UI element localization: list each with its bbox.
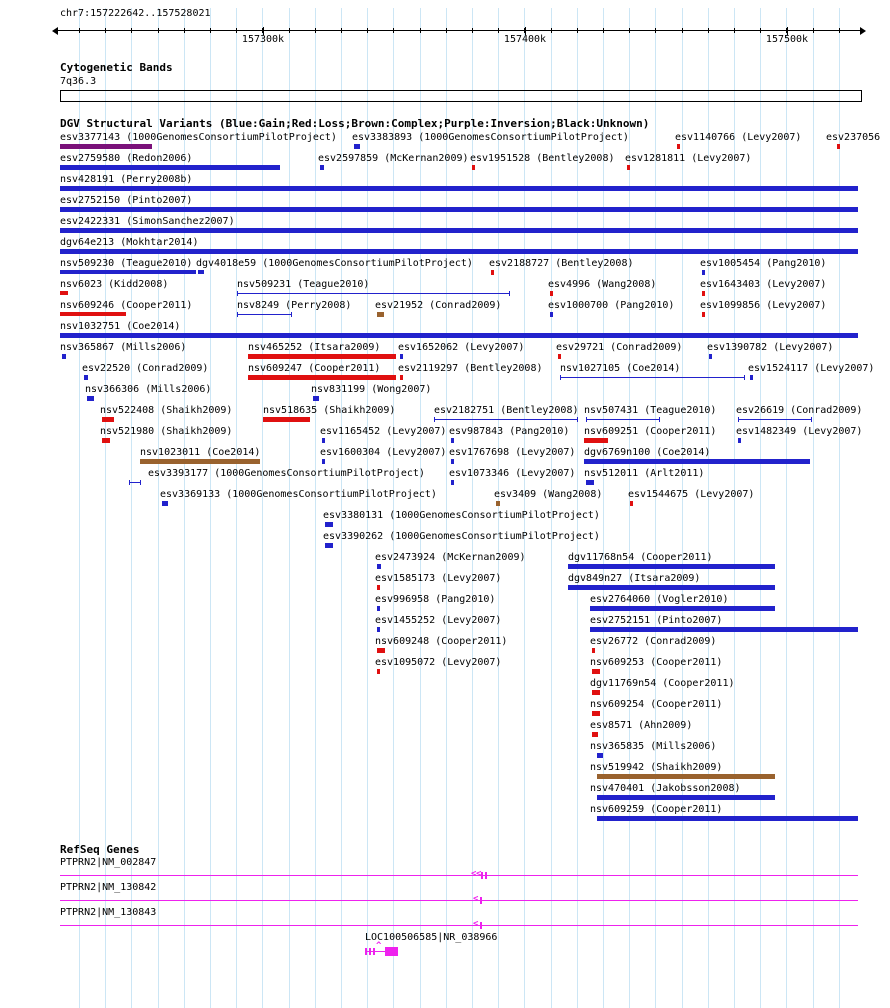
variant-bar[interactable]	[198, 270, 204, 274]
dgv-variants-heading: DGV Structural Variants (Blue:Gain;Red:Loss;Brown:Complex;Purple:Inversion;Black:Unknown)	[60, 117, 650, 130]
variant-label: nsv831199 (Wong2007)	[311, 384, 432, 395]
variant-bar[interactable]	[325, 522, 333, 527]
variant-label: esv1281811 (Levy2007)	[625, 153, 752, 164]
variant-label: esv2752151 (Pinto2007)	[590, 615, 723, 626]
gene-strand-arrow-icon: <	[476, 869, 482, 879]
variant-bar-segment	[434, 417, 435, 422]
variant-bar[interactable]	[248, 375, 396, 380]
variant-bar[interactable]	[87, 396, 94, 401]
variant-label: esv29721 (Conrad2009)	[556, 342, 683, 353]
variant-label: esv2752150 (Pinto2007)	[60, 195, 193, 206]
variant-label: nsv609254 (Cooper2011)	[590, 699, 723, 710]
gene-exon-tick	[485, 872, 487, 879]
variant-bar[interactable]	[491, 270, 494, 275]
variant-bar[interactable]	[550, 312, 553, 317]
variant-label: esv1095072 (Levy2007)	[375, 657, 502, 668]
variant-label: esv1000700 (Pang2010)	[548, 300, 675, 311]
variant-bar[interactable]	[592, 690, 600, 695]
variant-label: esv3390262 (1000GenomesConsortiumPilotProject)	[323, 531, 600, 542]
variant-label: nsv609253 (Cooper2011)	[590, 657, 723, 668]
variant-label: dgv11768n54 (Cooper2011)	[568, 552, 713, 563]
gridline	[210, 8, 211, 1008]
variant-bar[interactable]	[60, 333, 858, 338]
variant-bar-segment	[738, 417, 739, 422]
variant-label: nsv609259 (Cooper2011)	[590, 804, 723, 815]
gene-line[interactable]	[60, 925, 858, 926]
variant-bar-segment	[509, 291, 510, 296]
variant-label: esv1099856 (Levy2007)	[700, 300, 827, 311]
variant-label: nsv365835 (Mills2006)	[590, 741, 717, 752]
variant-bar-segment	[434, 419, 578, 420]
variant-label: esv2759580 (Redon2006)	[60, 153, 193, 164]
gene-exon-tick	[480, 922, 482, 929]
variant-bar[interactable]	[592, 669, 600, 674]
gene-exon-tick	[365, 948, 367, 955]
variant-bar[interactable]	[400, 375, 403, 380]
variant-bar[interactable]	[60, 228, 858, 233]
variant-label: esv21952 (Conrad2009)	[375, 300, 502, 311]
variant-bar[interactable]	[702, 291, 705, 296]
variant-label: dgv64e213 (Mokhtar2014)	[60, 237, 199, 248]
variant-bar[interactable]	[590, 606, 775, 611]
gene-exon-tick	[369, 948, 371, 955]
variant-label: nsv522408 (Shaikh2009)	[100, 405, 233, 416]
ruler-right-arrow-icon	[860, 27, 866, 35]
variant-label: esv1951528 (Bentley2008)	[470, 153, 615, 164]
variant-label: esv1390782 (Levy2007)	[707, 342, 834, 353]
gene-strand-arrow-icon: <	[473, 894, 479, 904]
variant-bar[interactable]	[738, 438, 741, 443]
variant-bar[interactable]	[597, 774, 775, 779]
variant-label: nsv365867 (Mills2006)	[60, 342, 187, 353]
region-coordinates: chr7:157222642..157528021	[60, 8, 211, 19]
cytoband-label: 7q36.3	[60, 76, 97, 87]
cytogenetic-bands-heading: Cytogenetic Bands	[60, 61, 173, 74]
variant-bar[interactable]	[129, 480, 141, 485]
variant-bar[interactable]	[837, 144, 840, 149]
variant-label: esv987843 (Pang2010)	[449, 426, 570, 437]
variant-label: esv26619 (Conrad2009)	[736, 405, 863, 416]
variant-bar[interactable]	[568, 585, 775, 590]
variant-bar[interactable]	[248, 354, 396, 359]
variant-bar[interactable]	[84, 375, 88, 380]
variant-bar[interactable]	[60, 144, 152, 149]
variant-bar[interactable]	[702, 270, 705, 275]
variant-bar[interactable]	[434, 417, 578, 422]
variant-label: nsv428191 (Perry2008b)	[60, 174, 193, 185]
variant-label: esv3393177 (1000GenomesConsortiumPilotProject)	[148, 468, 425, 479]
variant-bar[interactable]	[60, 207, 858, 212]
ruler-tick-label: 157400k	[503, 34, 547, 45]
variant-bar-segment	[586, 417, 587, 422]
variant-bar[interactable]	[584, 438, 608, 443]
variant-label: esv1455252 (Levy2007)	[375, 615, 502, 626]
variant-label: nsv609247 (Cooper2011)	[248, 363, 381, 374]
variant-label: esv2764060 (Vogler2010)	[590, 594, 729, 605]
variant-bar[interactable]	[60, 165, 280, 170]
variant-bar-segment	[237, 291, 238, 296]
variant-bar[interactable]	[320, 165, 324, 170]
variant-label: dgv849n27 (Itsara2009)	[568, 573, 701, 584]
variant-label: nsv8249 (Perry2008)	[237, 300, 352, 311]
variant-bar[interactable]	[702, 312, 705, 317]
variant-label: nsv1027105 (Coe2014)	[560, 363, 681, 374]
variant-label: esv2119297 (Bentley2008)	[398, 363, 543, 374]
variant-label: esv1073346 (Levy2007)	[449, 468, 576, 479]
gene-strand-arrow-icon: <	[471, 869, 477, 879]
variant-bar[interactable]	[550, 291, 553, 296]
gene-exon-tick	[373, 948, 375, 955]
variant-label: nsv465252 (Itsara2009)	[248, 342, 381, 353]
variant-bar[interactable]	[60, 270, 196, 274]
gene-label: LOC100506585|NR_038966	[365, 932, 498, 943]
variant-bar[interactable]	[313, 396, 319, 401]
variant-bar[interactable]	[354, 144, 360, 149]
variant-label: esv2182751 (Bentley2008)	[434, 405, 579, 416]
variant-label: esv3409 (Wang2008)	[494, 489, 603, 500]
variant-bar[interactable]	[400, 354, 403, 359]
variant-label: nsv519942 (Shaikh2009)	[590, 762, 723, 773]
variant-bar[interactable]	[60, 312, 126, 316]
variant-bar[interactable]	[451, 459, 454, 464]
variant-bar[interactable]	[592, 732, 598, 737]
gene-label: PTPRN2|NM_130842	[60, 882, 157, 893]
variant-label: esv3369133 (1000GenomesConsortiumPilotProject)	[160, 489, 437, 500]
variant-label: esv22520 (Conrad2009)	[82, 363, 209, 374]
gridline	[315, 8, 316, 1008]
gridline	[813, 8, 814, 1008]
variant-bar[interactable]	[377, 669, 380, 674]
gene-label: PTPRN2|NM_130843	[60, 907, 157, 918]
variant-bar[interactable]	[377, 564, 381, 569]
variant-bar-segment	[237, 312, 238, 317]
variant-bar[interactable]	[102, 417, 114, 422]
variant-bar-segment	[291, 312, 292, 317]
variant-bar[interactable]	[472, 165, 475, 170]
variant-label: esv4996 (Wang2008)	[548, 279, 657, 290]
variant-label: esv996958 (Pang2010)	[375, 594, 496, 605]
variant-label: esv1600304 (Levy2007)	[320, 447, 447, 458]
gene-line[interactable]	[60, 900, 858, 901]
variant-bar-segment	[744, 375, 745, 380]
variant-bar[interactable]	[558, 354, 561, 359]
ruler-line	[58, 30, 860, 31]
gridline	[786, 8, 787, 1008]
variant-label: esv1544675 (Levy2007)	[628, 489, 755, 500]
variant-label: nsv609251 (Cooper2011)	[584, 426, 717, 437]
variant-bar[interactable]	[322, 459, 325, 464]
variant-label: esv237056	[826, 132, 881, 143]
variant-bar[interactable]	[377, 585, 380, 590]
variant-bar[interactable]	[586, 480, 594, 485]
variant-label: esv1585173 (Levy2007)	[375, 573, 502, 584]
variant-bar[interactable]	[102, 438, 110, 443]
variant-label: nsv507431 (Teague2010)	[584, 405, 717, 416]
variant-label: esv1165452 (Levy2007)	[320, 426, 447, 437]
variant-bar[interactable]	[586, 417, 660, 422]
variant-bar[interactable]	[325, 543, 333, 548]
variant-bar[interactable]	[592, 711, 600, 716]
variant-bar[interactable]	[60, 249, 858, 254]
variant-bar[interactable]	[62, 354, 66, 359]
variant-bar[interactable]	[597, 795, 775, 800]
variant-bar[interactable]	[451, 438, 454, 443]
variant-bar-segment	[738, 419, 812, 420]
variant-bar-segment	[237, 293, 510, 294]
variant-bar[interactable]	[496, 501, 500, 506]
variant-bar-segment	[237, 314, 292, 315]
variant-bar[interactable]	[451, 480, 454, 485]
variant-label: nsv512011 (Arlt2011)	[584, 468, 705, 479]
cytoband-ideogram[interactable]	[60, 90, 862, 102]
variant-label: esv1652062 (Levy2007)	[398, 342, 525, 353]
variant-bar[interactable]	[237, 312, 292, 317]
variant-label: esv8571 (Ahn2009)	[590, 720, 693, 731]
variant-bar[interactable]	[568, 564, 775, 569]
variant-bar[interactable]	[322, 438, 325, 443]
variant-bar-segment	[586, 419, 660, 420]
variant-label: nsv366306 (Mills2006)	[85, 384, 212, 395]
variant-bar[interactable]	[627, 165, 630, 170]
variant-bar[interactable]	[377, 648, 385, 653]
variant-bar[interactable]	[597, 816, 858, 821]
variant-bar[interactable]	[560, 375, 745, 380]
variant-label: nsv509230 (Teague2010)	[60, 258, 193, 269]
variant-label: esv1767698 (Levy2007)	[449, 447, 576, 458]
variant-bar[interactable]	[377, 627, 380, 632]
gene-exon-tick	[480, 897, 482, 904]
variant-label: nsv470401 (Jakobsson2008)	[590, 783, 741, 794]
gridline	[760, 8, 761, 1008]
variant-label: esv2422331 (SimonSanchez2007)	[60, 216, 235, 227]
variant-label: esv2597859 (McKernan2009)	[318, 153, 469, 164]
variant-bar[interactable]	[592, 648, 595, 653]
variant-bar-segment	[560, 375, 561, 380]
variant-label: esv2473924 (McKernan2009)	[375, 552, 526, 563]
variant-label: esv1482349 (Levy2007)	[736, 426, 863, 437]
gridline	[839, 8, 840, 1008]
variant-bar[interactable]	[377, 312, 384, 317]
variant-bar[interactable]	[377, 606, 380, 611]
gridline	[236, 8, 237, 1008]
variant-bar-segment	[811, 417, 812, 422]
variant-bar-segment	[560, 377, 745, 378]
variant-label: esv1140766 (Levy2007)	[675, 132, 802, 143]
gene-splice-arrow-icon: ^	[376, 941, 382, 951]
variant-label: nsv609248 (Cooper2011)	[375, 636, 508, 647]
variant-bar[interactable]	[750, 375, 753, 380]
variant-label: esv3380131 (1000GenomesConsortiumPilotProject)	[323, 510, 600, 521]
variant-bar[interactable]	[237, 291, 510, 296]
variant-label: nsv6023 (Kidd2008)	[60, 279, 169, 290]
variant-label: esv3377143 (1000GenomesConsortiumPilotProject)	[60, 132, 337, 143]
gene-strand-arrow-icon: <	[473, 919, 479, 929]
ruler-left-arrow-icon	[52, 27, 58, 35]
variant-bar-segment	[577, 417, 578, 422]
gridline	[289, 8, 290, 1008]
variant-bar[interactable]	[709, 354, 712, 359]
variant-bar[interactable]	[590, 627, 858, 632]
variant-bar-segment	[659, 417, 660, 422]
variant-bar[interactable]	[60, 186, 858, 191]
variant-bar[interactable]	[162, 501, 168, 506]
refseq-genes-heading: RefSeq Genes	[60, 843, 140, 856]
variant-label: nsv509231 (Teague2010)	[237, 279, 370, 290]
variant-label: esv1643403 (Levy2007)	[700, 279, 827, 290]
variant-bar[interactable]	[738, 417, 812, 422]
variant-label: nsv518635 (Shaikh2009)	[263, 405, 396, 416]
variant-label: esv1005454 (Pang2010)	[700, 258, 827, 269]
variant-label: dgv4018e59 (1000GenomesConsortiumPilotProject)	[196, 258, 473, 269]
variant-bar[interactable]	[584, 459, 810, 464]
variant-bar[interactable]	[263, 417, 310, 422]
variant-label: dgv6769n100 (Coe2014)	[584, 447, 711, 458]
variant-label: dgv11769n54 (Cooper2011)	[590, 678, 735, 689]
variant-label: nsv521980 (Shaikh2009)	[100, 426, 233, 437]
variant-bar[interactable]	[630, 501, 633, 506]
ruler-tick-label: 157300k	[241, 34, 285, 45]
variant-bar[interactable]	[140, 459, 260, 464]
gridline	[262, 8, 263, 1008]
gene-exon-box[interactable]	[385, 947, 398, 956]
variant-bar-segment	[129, 480, 130, 485]
variant-label: nsv1032751 (Coe2014)	[60, 321, 181, 332]
ruler-tick-label: 157500k	[765, 34, 809, 45]
variant-label: nsv609246 (Cooper2011)	[60, 300, 193, 311]
variant-label: esv2188727 (Bentley2008)	[489, 258, 634, 269]
variant-label: esv3383893 (1000GenomesConsortiumPilotProject)	[352, 132, 629, 143]
gene-line[interactable]	[60, 875, 858, 876]
variant-label: nsv1023011 (Coe2014)	[140, 447, 261, 458]
variant-bar[interactable]	[60, 291, 68, 295]
variant-bar-segment	[140, 480, 141, 485]
variant-bar[interactable]	[597, 753, 603, 758]
variant-label: esv1524117 (Levy2007)	[748, 363, 875, 374]
variant-bar[interactable]	[677, 144, 680, 149]
variant-label: esv26772 (Conrad2009)	[590, 636, 717, 647]
gene-label: PTPRN2|NM_002847	[60, 857, 157, 868]
